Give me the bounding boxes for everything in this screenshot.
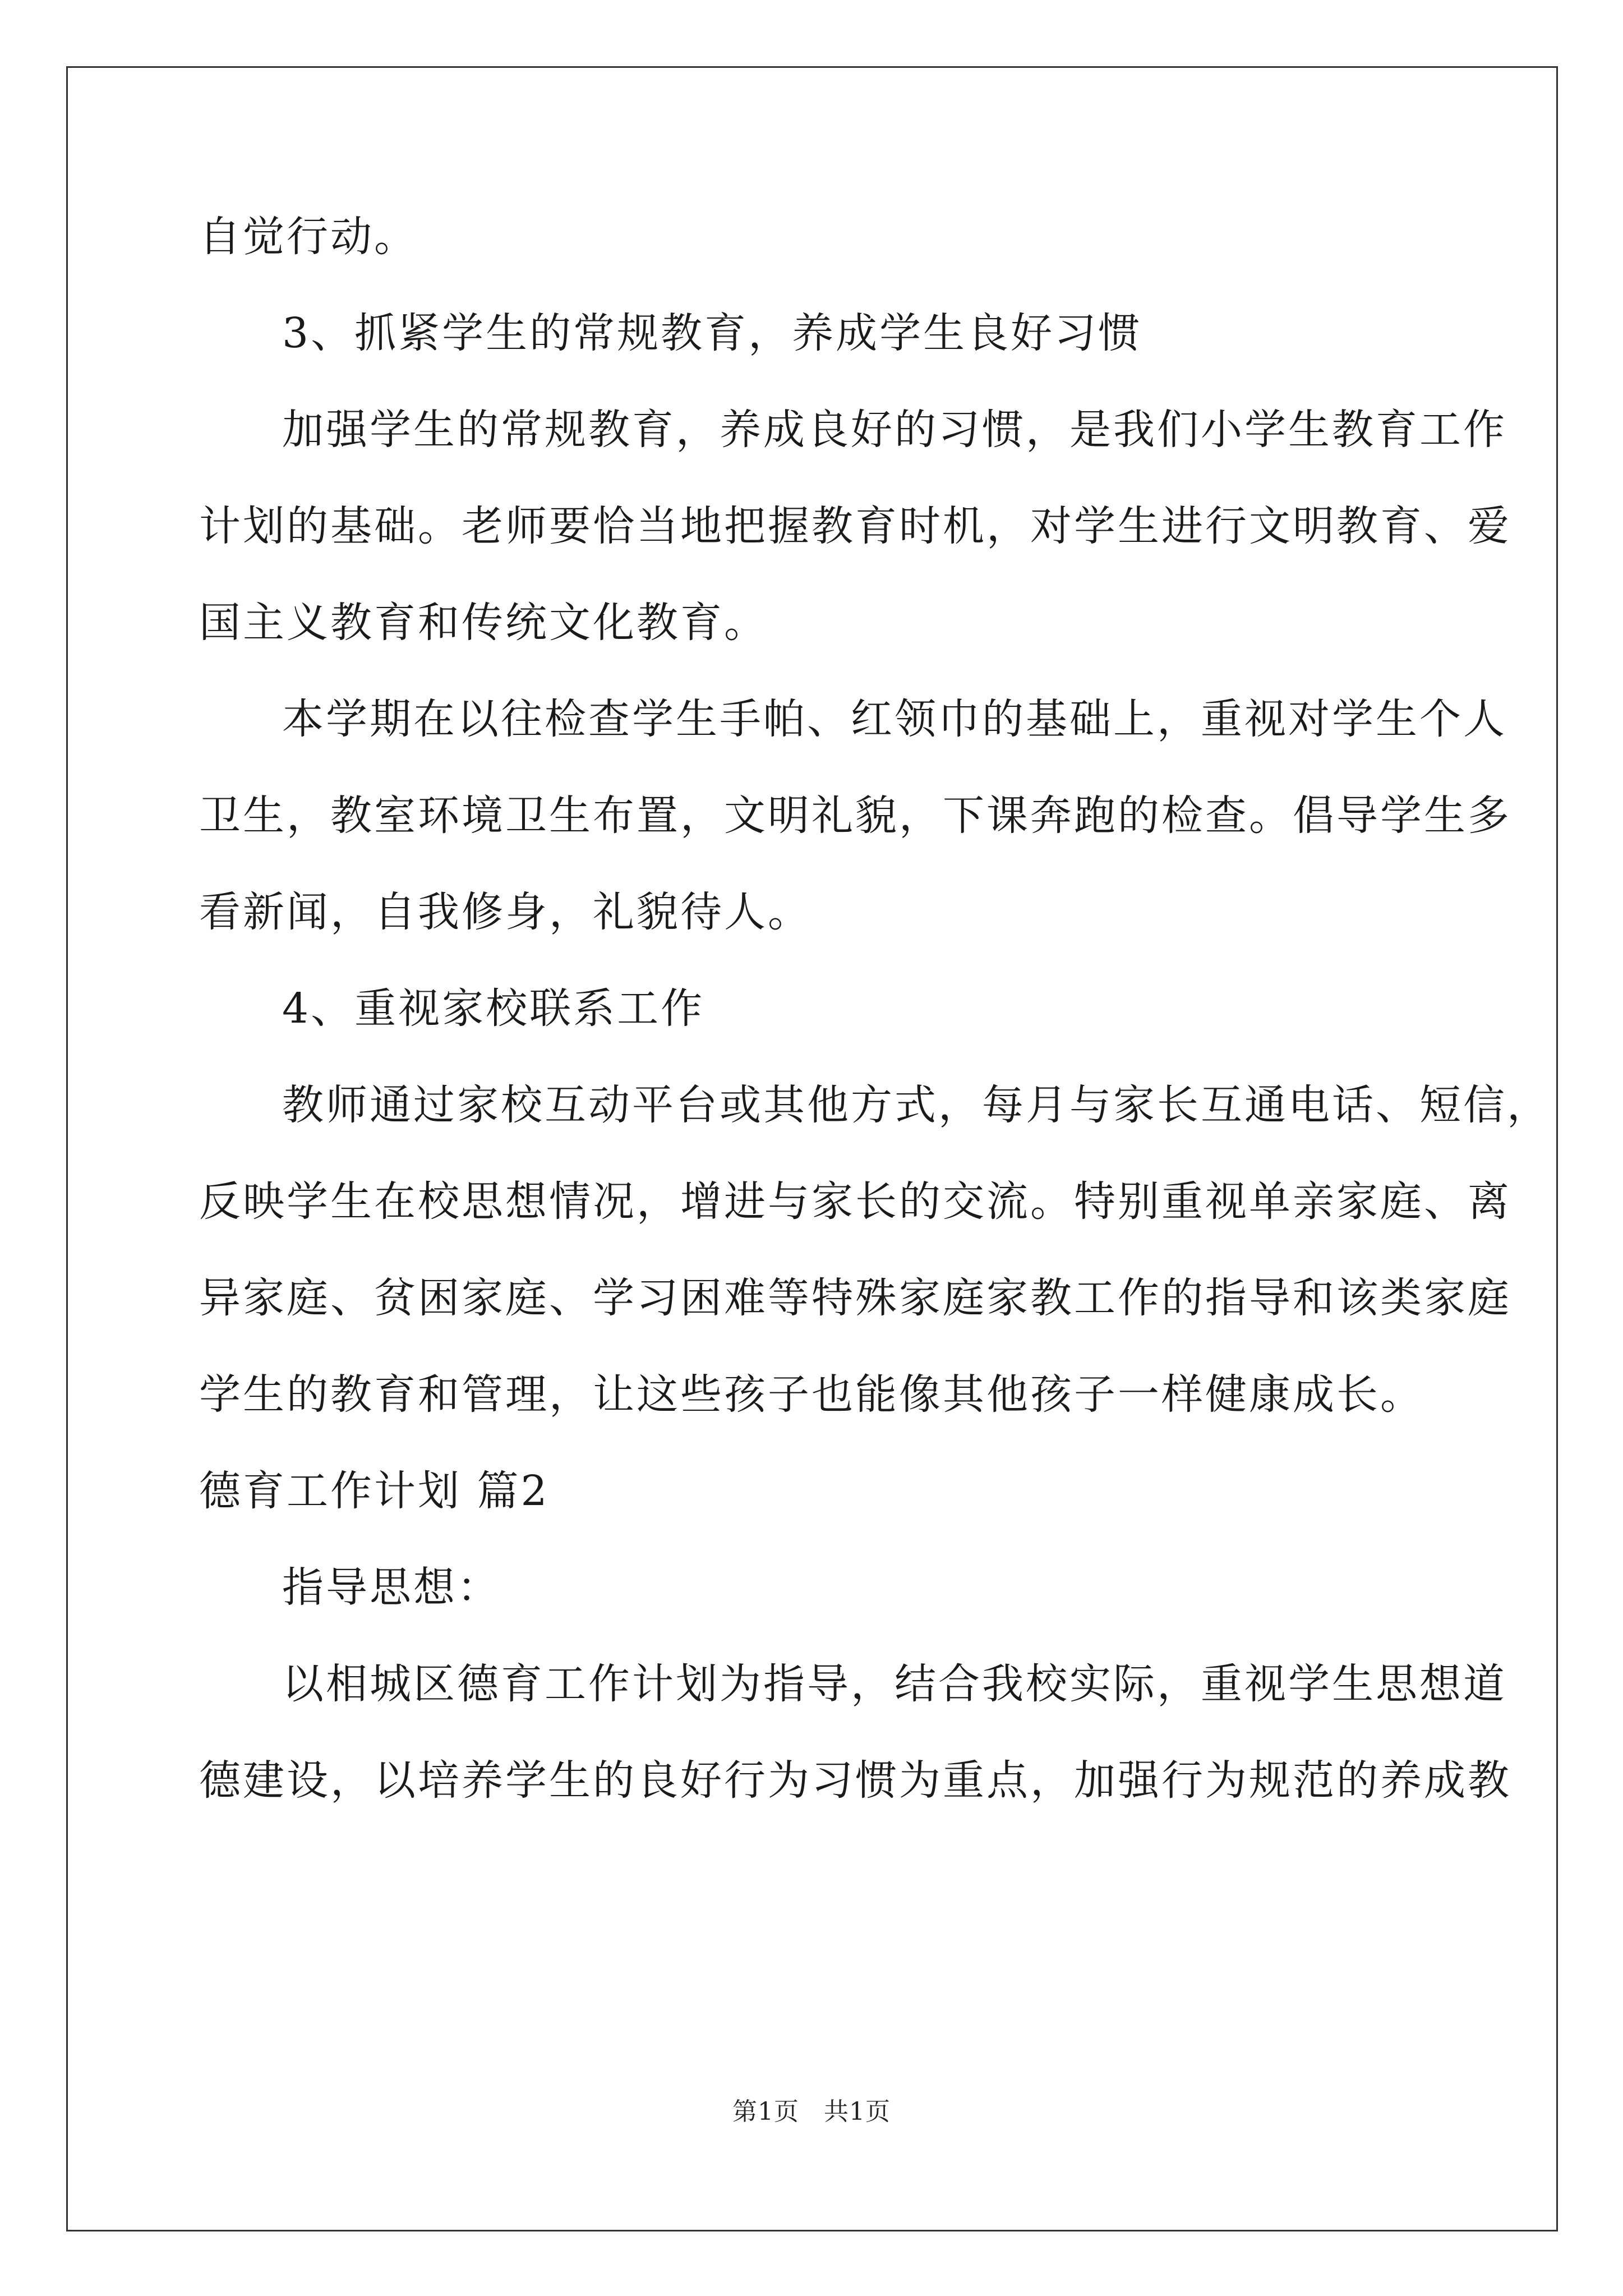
page-frame: [66, 66, 1558, 2231]
section-heading: 指导思想：: [282, 1563, 501, 1612]
page-footer: [0, 2091, 1623, 2127]
paragraph-line: 学生的教育和管理，让这些孩子也能像其他孩子一样健康成长。: [199, 1370, 1424, 1419]
section-heading: 4、重视家校联系工作: [282, 984, 705, 1033]
section-heading: 3、抓紧学生的常规教育，养成学生良好习惯: [282, 309, 1142, 357]
paragraph-line: 德建设，以培养学生的良好行为习惯为重点，加强行为规范的养成教: [199, 1756, 1511, 1805]
paragraph-line: 计划的基础。老师要恰当地把握教育时机，对学生进行文明教育、爱: [199, 502, 1511, 550]
page-total: 共1页: [824, 2097, 891, 2126]
paragraph-line: 国主义教育和传统文化教育。: [199, 599, 768, 647]
paragraph-line: 教师通过家校互动平台或其他方式，每月与家长互通电话、短信，: [282, 1081, 1551, 1129]
paragraph-line: 异家庭、贫困家庭、学习困难等特殊家庭家教工作的指导和该类家庭: [199, 1274, 1511, 1322]
paragraph-line: 本学期在以往检查学生手帕、红领巾的基础上，重视对学生个人: [282, 695, 1507, 743]
paragraph-line: 以相城区德育工作计划为指导，结合我校实际，重视学生思想道: [282, 1660, 1507, 1708]
page-number: 第1页: [732, 2097, 799, 2126]
article-title: 德育工作计划 篇2: [199, 1467, 550, 1515]
paragraph-line: 加强学生的常规教育，养成良好的习惯，是我们小学生教育工作: [282, 406, 1507, 454]
paragraph-line: 卫生，教室环境卫生布置，文明礼貌，下课奔跑的检查。倡导学生多: [199, 792, 1511, 840]
paragraph-line: 反映学生在校思想情况，增进与家长的交流。特别重视单亲家庭、离: [199, 1177, 1511, 1226]
paragraph-line: 看新闻，自我修身，礼貌待人。: [199, 888, 811, 936]
paragraph-line: 自觉行动。: [199, 213, 418, 261]
